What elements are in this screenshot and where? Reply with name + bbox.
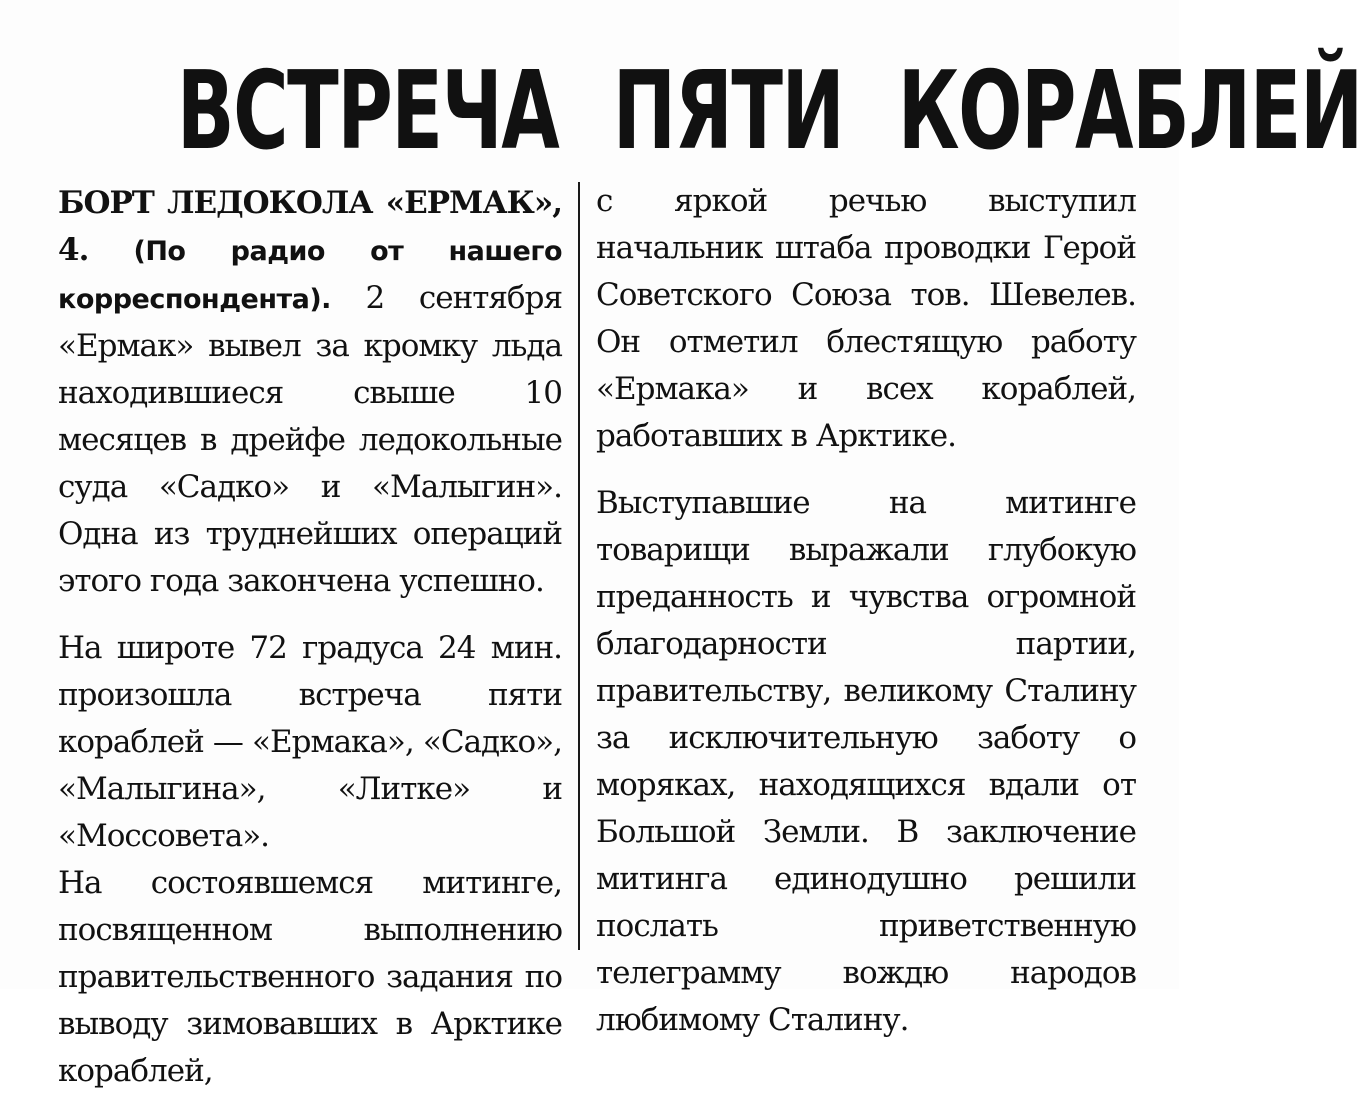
article-paragraph-5: Выступавшие на митинге товарищи выражали глубокую преданность и чувства огромной благодарности партии, правительству, великому Сталину за исключительную заботу о моряках, находящихся вдали от Большой Земли. В заключение митинга единодушно решили послать приветственную телеграмму вождю народов любимому Сталину. bbox=[596, 485, 1136, 1038]
column-divider bbox=[578, 182, 580, 950]
paragraph-1-text: 2 сентября «Ермак» вывел за кромку льда находившиеся свыше 10 месяцев в дрейфе ледокольные суда «Садко» и «Малыгин». Одна из труднейших операций этого года закончена успешно. bbox=[58, 280, 562, 599]
article-paragraph-4: с яркой речью выступил начальник штаба проводки Герой Советского Союза тов. Шевелев. Он отметил блестящую работу «Ермака» и всех кораблей, работавших в Арктике. bbox=[596, 183, 1136, 454]
dateline: БОРТ ЛЕДОКОЛА «ЕРМАК», 4. bbox=[58, 185, 562, 268]
article-paragraph-1 bbox=[58, 180, 562, 605]
byline: (По радио от нашего корреспондента). bbox=[58, 236, 562, 315]
article-headline: ВСТРЕЧА ПЯТИ КОРАБЛЕЙ bbox=[176, 49, 1362, 174]
article-paragraph-3: На состоявшемся митинге, посвященном выполнению правительственного задания по выводу зимовавших в Арктике кораблей, bbox=[58, 865, 562, 1089]
article-paragraph-2: На широте 72 градуса 24 мин. произошла встреча пяти кораблей — «Ермака», «Садко», «Малыгина», «Литке» и «Моссовета». bbox=[58, 630, 562, 854]
right-column bbox=[596, 178, 1136, 1064]
left-column bbox=[58, 180, 562, 1115]
